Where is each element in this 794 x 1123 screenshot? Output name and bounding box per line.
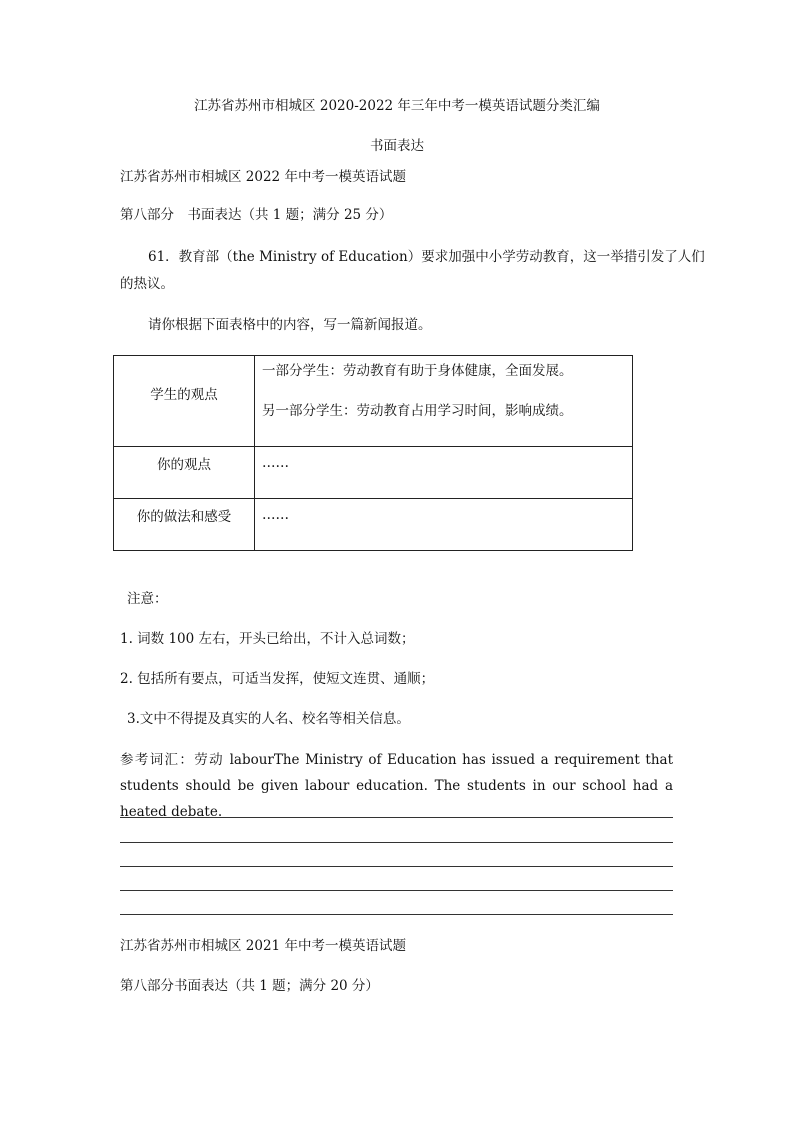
answer-line xyxy=(120,890,673,891)
document-title: 江苏省苏州市相城区 2020-2022 年三年中考一模英语试题分类汇编 xyxy=(194,98,600,114)
opinions-table xyxy=(113,355,633,551)
table-row xyxy=(114,356,633,447)
instruction-text: 请你根据下面表格中的内容，写一篇新闻报道。 xyxy=(148,317,432,333)
row-label-your-actions: 你的做法和感受 xyxy=(114,499,255,551)
row-label-student-views: 学生的观点 xyxy=(114,356,255,447)
notes-title: 注意： xyxy=(127,591,168,607)
document-subtitle: 书面表达 xyxy=(370,138,424,154)
student-view-1: 一部分学生：劳动教育有助于身体健康，全面发展。 xyxy=(262,363,573,379)
reference-paragraph xyxy=(120,747,673,825)
note-3: 3.文中不得提及真实的人名、校名等相关信息。 xyxy=(127,711,410,727)
question-text-line2: 的热议。 xyxy=(120,276,174,292)
note-1: 1. 词数 100 左右，开头已给出，不计入总词数； xyxy=(120,631,415,647)
answer-line xyxy=(120,914,673,915)
student-views-cell xyxy=(255,356,633,447)
student-view-2: 另一部分学生：劳动教育占用学习时间，影响成绩。 xyxy=(262,403,573,419)
your-actions-placeholder: …… xyxy=(255,499,633,551)
answer-line xyxy=(120,842,673,843)
answer-line xyxy=(120,817,673,818)
table-row xyxy=(114,499,633,551)
exam-title-2022: 江苏省苏州市相城区 2022 年中考一模英语试题 xyxy=(120,169,406,185)
your-view-placeholder: …… xyxy=(255,447,633,499)
part-title-2022: 第八部分 书面表达（共 1 题；满分 25 分） xyxy=(120,207,393,223)
reference-text: 参考词汇：劳动 labourThe Ministry of Education has issued a requirement that students should be given labour education. The students in our school had a heated debate. xyxy=(120,752,673,820)
table-row xyxy=(114,447,633,499)
row-label-your-view: 你的观点 xyxy=(114,447,255,499)
exam-title-2021: 江苏省苏州市相城区 2021 年中考一模英语试题 xyxy=(120,938,406,954)
note-2: 2. 包括所有要点，可适当发挥，使短文连贯、通顺； xyxy=(120,671,435,687)
question-text-line1: 61．教育部（the Ministry of Education）要求加强中小学劳动教育，这一举措引发了人们 xyxy=(148,249,705,265)
answer-line xyxy=(120,866,673,867)
part-title-2021: 第八部分书面表达（共 1 题；满分 20 分） xyxy=(120,978,379,994)
